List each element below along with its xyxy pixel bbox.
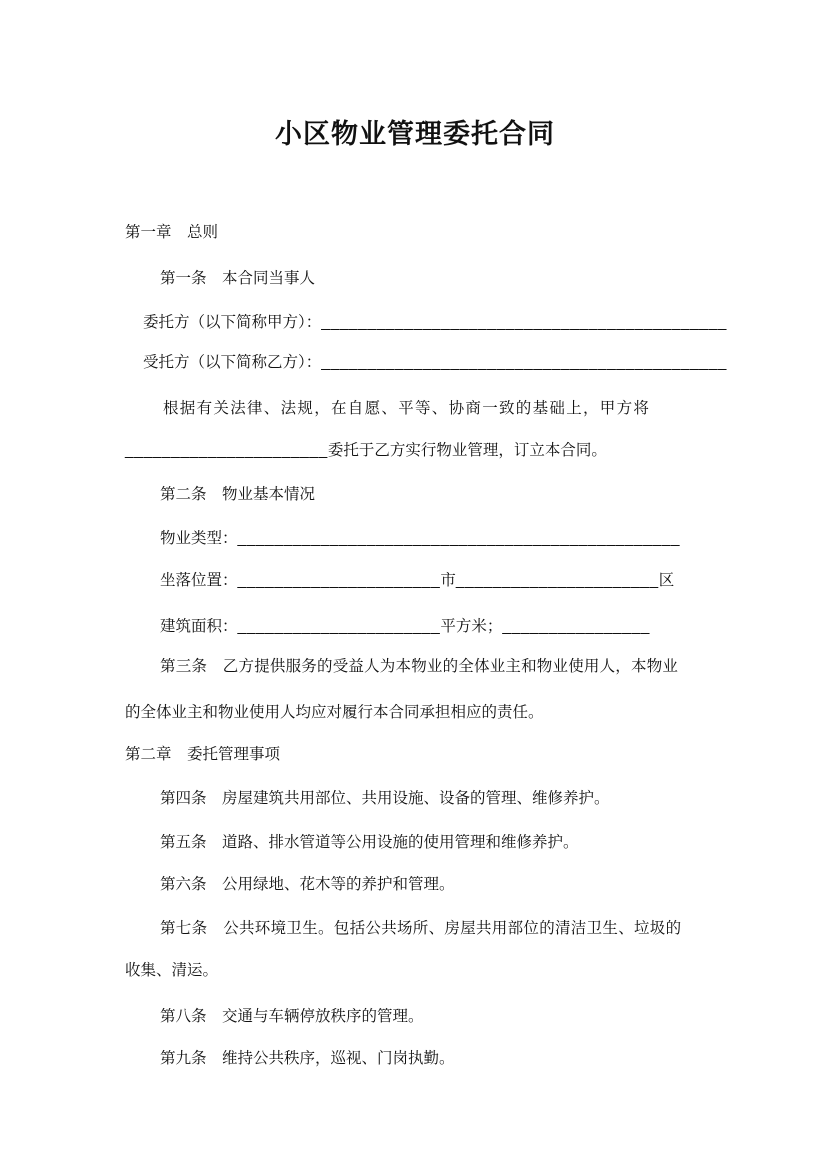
city-label: 市 <box>440 571 456 589</box>
party-b-label: 受托方（以下简称乙方）： <box>143 353 322 371</box>
property-type-line <box>160 526 680 551</box>
paragraph <box>125 438 607 463</box>
article: 收集、清运。 <box>125 961 219 979</box>
article-heading: 第一条 本合同当事人 <box>160 269 316 287</box>
document-title: 小区物业管理委托合同 <box>275 119 555 150</box>
property-type-label: 物业类型： <box>160 529 238 547</box>
party-b-blank: ____________________________________________ <box>321 354 727 371</box>
location-line <box>160 568 674 593</box>
area-line <box>160 614 650 639</box>
paragraph-text: 委托于乙方实行物业管理，订立本合同。 <box>327 441 607 459</box>
area-blank: ______________________ <box>237 618 441 635</box>
chapter-heading: 第二章 委托管理事项 <box>125 745 281 763</box>
extra-blank: ________________ <box>502 618 650 635</box>
article: 第五条 道路、排水管道等公用设施的使用管理和维修养护。 <box>160 833 579 851</box>
paragraph: 第三条 乙方提供服务的受益人为本物业的全体业主和物业使用人，本物业 <box>160 657 679 675</box>
party-a-blank: ____________________________________________ <box>321 314 727 331</box>
party-a-line <box>143 310 727 335</box>
district-blank: ______________________ <box>455 572 659 589</box>
article-heading: 第二条 物业基本情况 <box>160 485 316 503</box>
party-a-label: 委托方（以下简称甲方）： <box>143 313 322 331</box>
city-blank: ______________________ <box>237 572 441 589</box>
article: 第四条 房屋建筑共用部位、共用设施、设备的管理、维修养护。 <box>160 789 610 807</box>
article: 第九条 维持公共秩序，巡视、门岗执勤。 <box>160 1049 455 1067</box>
district-label: 区 <box>658 571 675 589</box>
area-label: 建筑面积： <box>160 617 238 635</box>
article: 第七条 公共环境卫生。包括公共场所、房屋共用部位的清洁卫生、垃圾的 <box>160 919 682 937</box>
article: 第八条 交通与车辆停放秩序的管理。 <box>160 1007 424 1025</box>
article: 第六条 公用绿地、花木等的养护和管理。 <box>160 875 455 893</box>
paragraph: 的全体业主和物业使用人均应对履行本合同承担相应的责任。 <box>125 703 544 721</box>
area-unit: 平方米； <box>440 617 503 635</box>
chapter-heading: 第一章 总则 <box>125 223 219 241</box>
location-label: 坐落位置： <box>160 571 238 589</box>
paragraph: 根据有关法律、法规，在自愿、平等、协商一致的基础上，甲方将 <box>163 399 651 417</box>
party-b-line <box>143 350 727 375</box>
property-blank: ______________________ <box>125 442 328 459</box>
property-type-blank: ________________________________________________ <box>237 530 681 547</box>
